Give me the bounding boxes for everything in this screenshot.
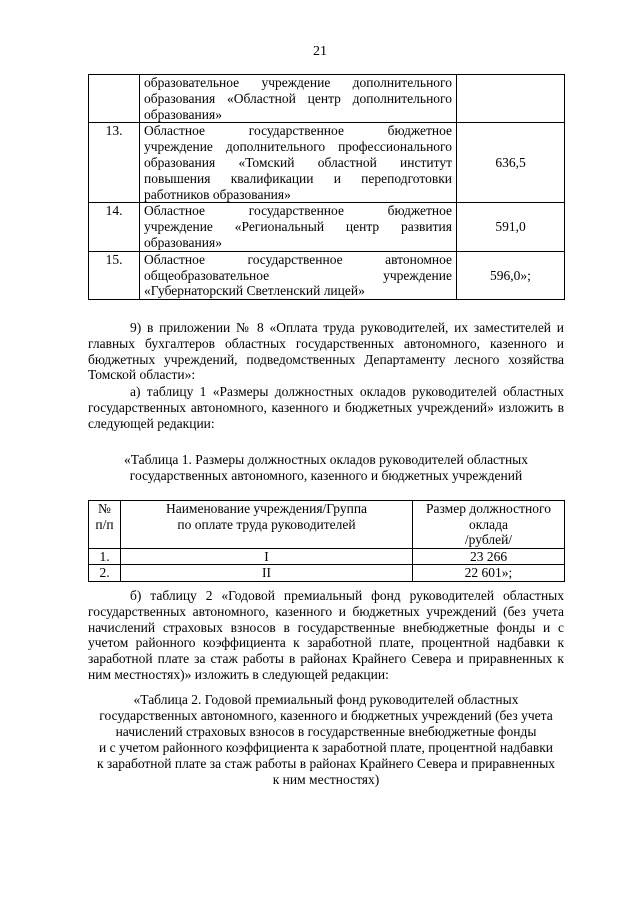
table2-title	[88, 692, 564, 788]
header-group	[121, 501, 413, 549]
amount-cell: 636,5	[457, 123, 565, 203]
institution-name	[140, 123, 457, 203]
title-line: «Таблица 2. Годовой премиальный фонд руководителей областных	[133, 692, 519, 707]
table-row	[89, 565, 565, 582]
table-header-row	[89, 501, 565, 549]
institution-name	[140, 251, 457, 299]
title-line: к ним местностях)	[272, 772, 380, 787]
row-number	[89, 75, 140, 123]
amount-cell: 596,0»;	[457, 251, 565, 299]
amount-cell	[457, 75, 565, 123]
name-line: учреждение дополнительного профессионального	[144, 139, 452, 155]
header-line: п/п	[95, 516, 114, 532]
name-line: учреждение «Региональный центр развития	[144, 219, 452, 235]
title-line: к заработной плате за стаж работы в районах Крайнего Севера и приравненных	[96, 756, 556, 771]
row-number: 1.	[89, 548, 121, 565]
page-number: 21	[313, 44, 327, 59]
name-line: образовательное учреждение дополнительного	[144, 75, 452, 90]
title-line: государственных автономного, казенного и бюджетных учреждений (без учета	[99, 708, 553, 723]
salary-cell: 22 601»;	[413, 565, 565, 582]
header-line: Наименование учреждения/Группа	[165, 501, 368, 516]
table1-title	[88, 452, 564, 484]
group-cell: I	[121, 548, 413, 565]
row-number: 15.	[89, 251, 140, 299]
title-line: государственных автономного, казенного и бюджетных учреждений	[129, 468, 523, 483]
paragraph-b: б) таблицу 2 «Годовой премиальный фонд руководителей областных государственных автономного, казенного и бюджетных учреждений (без учета начислений страховых взносов в государственные внебюджетные фонды и с учетом районного коэффициента к заработной плате, процентной надбавки к заработной плате за стаж работы в районах Крайнего Севера и приравненных к ним местностях)» изложить в следующей редакции:	[88, 588, 564, 682]
name-line: образования»	[144, 234, 222, 250]
salary-cell: 23 266	[413, 548, 565, 565]
name-line: образования «Областной центр дополнительного	[144, 90, 452, 106]
name-line: Областное государственное бюджетное	[144, 123, 452, 139]
institutions-table-continued	[88, 74, 565, 300]
table1-salaries	[88, 500, 565, 582]
table-row	[89, 548, 565, 565]
institution-name	[140, 75, 457, 123]
header-salary	[413, 501, 565, 549]
title-line: «Таблица 1. Размеры должностных окладов руководителей областных	[124, 452, 528, 467]
header-number	[89, 501, 121, 549]
row-number: 2.	[89, 565, 121, 582]
name-line: «Губернаторский Светленский лицей»	[144, 283, 365, 299]
amount-cell: 591,0	[457, 203, 565, 251]
header-line: по оплате труда руководителей	[177, 516, 356, 532]
table-row	[89, 203, 565, 251]
table-row	[89, 123, 565, 203]
name-line: повышения квалификации и переподготовки	[144, 170, 452, 186]
name-line: образования»	[144, 106, 222, 122]
row-number: 14.	[89, 203, 140, 251]
title-line: и с учетом районного коэффициента к заработной плате, процентной надбавки	[98, 740, 554, 755]
name-line: работников образования»	[144, 186, 291, 202]
header-line: Размер должностного оклада	[426, 501, 551, 532]
table-row	[89, 75, 565, 123]
name-line: Областное государственное автономное	[144, 251, 452, 267]
paragraph-9: 9) в приложении № 8 «Оплата труда руководителей, их заместителей и главных бухгалтеров областных государственных автономного, казенного и бюджетных учреждений, подведомственных Департаменту лесного хозяйства Томской области»:	[88, 320, 564, 383]
group-cell: II	[121, 565, 413, 582]
institution-name	[140, 203, 457, 251]
header-line: /рублей/	[464, 532, 513, 548]
title-line: начислений страховых взносов в государственные внебюджетные фонды	[115, 724, 537, 739]
name-line: Областное государственное бюджетное	[144, 203, 452, 219]
row-number: 13.	[89, 123, 140, 203]
name-line: образования «Томский областной институт	[144, 154, 452, 170]
name-line: общеобразовательное учреждение	[144, 267, 452, 283]
table-row	[89, 251, 565, 299]
paragraph-a: а) таблицу 1 «Размеры должностных окладов руководителей областных государственных автономного, казенного и бюджетных учреждений» изложить в следующей редакции:	[88, 384, 564, 431]
header-line: №	[98, 501, 111, 516]
